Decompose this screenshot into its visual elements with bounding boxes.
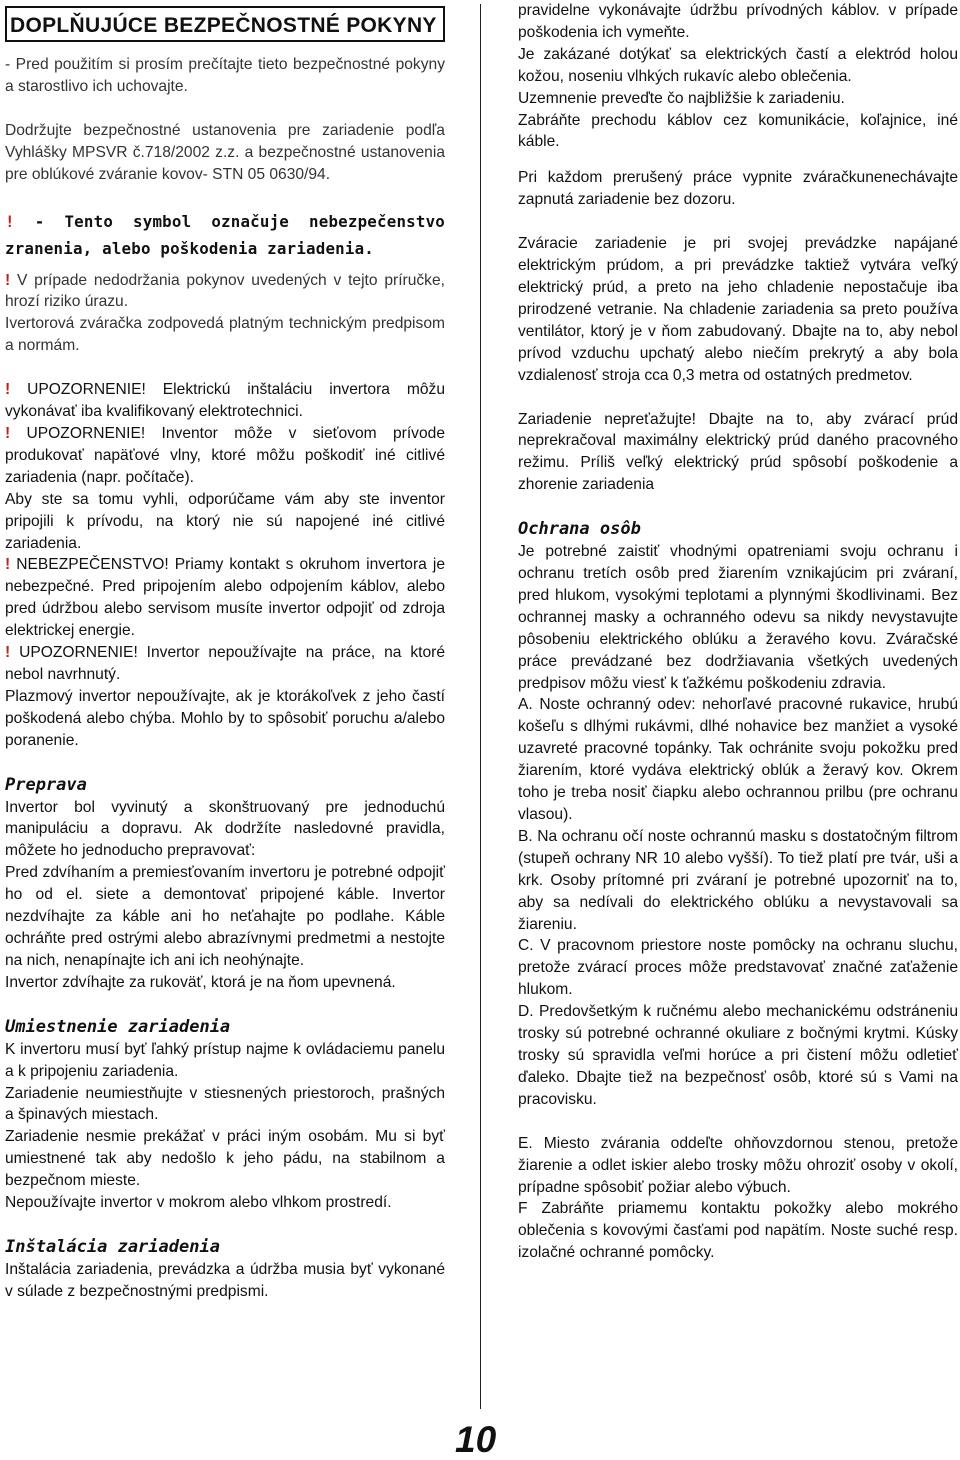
right-column — [518, 0, 958, 1264]
protection-item-e: E. Miesto zvárania oddeľte ohňovzdornou stenou, pretože žiarenie a odlet iskier alebo trosky môžu ohroziť osoby v okolí, prípadne spôsobiť požiar alebo výbuch. — [518, 1134, 958, 1196]
warning-exclamation-icon: ! — [5, 424, 11, 442]
placement-paragraph-2: Zariadenie neumiestňujte v stiesnených priestoroch, prašných a špinavých miestach. — [5, 1084, 445, 1124]
warning-exclamation-icon: ! — [5, 211, 15, 231]
protection-paragraph: Je potrebné zaistiť vhodnými opatreniami svoju ochranu i ochranu tretích osôb pred žiarením vznikajúcim pri zváraní, pred hlukom, vysokými teplotami a plynnými škodlivinami. Bez ochrannej masky a ochranného odevu sa nikdy nevystavujte pôsobeniu elektrického oblúku a žeravého kovu. Zváračské práce prevádzané bez dodržiavania všetkých uvedených predpisov môžu viesť k ťažkému poškodeniu zdravia. — [518, 543, 958, 692]
page-title: DOPLŇUJÚCE BEZPEČNOSTNÉ POKYNY — [5, 6, 445, 42]
warning-1 — [5, 270, 445, 314]
cable-maintenance: pravidelne vykonávajte údržbu prívodných káblov. v prípade poškodenia ich vymeňte. — [518, 2, 958, 41]
grounding-note: Uzemnenie preveďte čo najbližšie k zariadeniu. — [518, 89, 845, 107]
warning-exclamation-icon: ! — [5, 381, 11, 399]
warning-3-label: UPOZORNENIE! — [10, 424, 146, 442]
protection-item-b: B. Na ochranu očí noste ochrannú masku s dostatočným filtrom (stupeň ochrany NR 10 alebo vyšší). To tiež platí pre tvár, uši a krk. Osoby prítomné pri zváraní je potrebné upozorniť na to, aby sa nedívali do elektrického oblúku a nevystavovali sa žiareniu. — [518, 827, 958, 933]
intro-text: - Pred použitím si prosím prečítajte tieto bezpečnostné pokyny a starostlivo ich uchovajte. — [5, 56, 445, 95]
transport-paragraph-2: Pred zdvíhaním a premiesťovaním invertoru je potrebné odpojiť ho od el. siete a demontovať pripojené káble. Invertor nezdvíhajte za káble ani ho neťahajte po podlahe. Káble ochráňte pred ostrými alebo abrazívnymi predmetmi a nestojte na nich, nenapínajte ich ani ich neohýnajte. — [5, 864, 445, 969]
warning-5-text: Invertor nepoužívajte na práce, na ktoré nebol navrhnutý. — [5, 644, 445, 683]
placement-paragraph-3: Zariadenie nesmie prekážať v práci iným osobám. Mu si byť umiestnené tak aby nedošlo k jeho pádu, na stabilnom a bezpečnom mieste. — [5, 1128, 445, 1190]
warning-3-followup: Aby ste sa tomu vyhli, odporúčame vám aby ste inventor pripojili k prívodu, na ktorý nie sú napojené iné citlivé zariadenia. — [5, 490, 445, 552]
warning-2-label: UPOZORNENIE! — [10, 381, 146, 399]
column-divider — [480, 4, 481, 1409]
warning-4-text: Priamy kontakt s okruhom invertora je nebezpečné. Pred pripojením alebo odpojením káblov, alebo pred údržbou alebo servisom musíte invertor odpojiť od zdroja elektrickej energie. — [5, 556, 446, 640]
protection-item-d: D. Predovšetkým k ručnému alebo mechanickému odstráneniu trosky sú potrebné ochranné okuliare z bočnými krytmi. Kúsky trosky sú spravidla veľmi horúce a pri čistení môžu odletieť ďaleko. Dbajte tiež na bezpečnosť osôb, ktoré sú s Vami na pracovisku. — [518, 1003, 958, 1108]
switch-off-note: Pri každom prerušený práce vypnite zváračkunenechávajte zapnutá zariadenie bez dozoru. — [518, 169, 958, 209]
warning-5-label: UPOZORNENIE! — [10, 644, 138, 662]
installation-heading: Inštalácia zariadenia — [5, 1236, 220, 1257]
protection-item-f: F Zabráňte priamemu kontaktu pokožky alebo mokrého oblečenia s kovovými časťami pod napätím. Noste suché resp. izolačné ochranné pomôcky. — [518, 1200, 958, 1262]
regulation-text: Dodržujte bezpečnostné ustanovenia pre zariadenie podľa Vyhlášky MPSVR č.718/2002 z.z. a bezpečnostné ustanovenia pre oblúkové zváranie kovov- STN 05 0630/94. — [5, 121, 445, 183]
warning-1-text: V prípade nedodržania pokynov uvedených v tejto príručke, hrozí riziko úrazu. — [5, 271, 445, 311]
symbol-text: - Tento symbol označuje nebezpečenstvo zranenia, alebo poškodenia zariadenia. — [5, 211, 445, 258]
warning-exclamation-icon: ! — [5, 644, 11, 662]
page-number: 10 — [455, 1419, 497, 1460]
warning-3-text: Inventor môže v sieťovom prívode produkovať napäťové vlny, ktoré môžu poškodiť iné citlivé zariadenia (napr. počítače). — [5, 424, 445, 486]
protection-item-c: C. V pracovnom priestore noste pomôcky na ochranu sluchu, pretože zvárací proces môže predstavovať značné zaťaženie hlukom. — [518, 937, 958, 999]
transport-paragraph-1: Invertor bol vyvinutý a skonštruovaný pre jednoduchú manipuláciu a dopravu. Ak dodržíte nasledovné pravidla, môžete ho jednoducho prepravovať: — [5, 798, 445, 860]
warning-exclamation-icon: ! — [5, 556, 11, 574]
symbol-explanation — [5, 208, 445, 262]
cooling-note: Zváracie zariadenie je pri svojej prevádzke napájané elektrickým prúdom, a pri prevádzke taktiež vytvára veľký elektrický prúd, a preto na jeho chladenie nepostačuje iba prirodzené vetranie. Na chladenie zariadenia sa preto používa ventilátor, ktorý je v ňom zabudovaný. Dbajte na to, aby nebol prívod vzduchu upchatý alebo niečím prekrytý a aby bola vzdialenosť stroja cca 0,3 metra od ostatných predmetov. — [518, 235, 958, 384]
placement-heading: Umiestnenie zariadenia — [5, 1016, 231, 1037]
warning-4 — [5, 554, 445, 642]
transport-paragraph-3: Invertor zdvíhajte za rukoväť, ktorá je na ňom upevnená. — [5, 973, 396, 991]
cable-routing-note: Zabráňte prechodu káblov cez komunikácie, koľajnice, iné káble. — [518, 111, 958, 151]
protection-item-a: A. Noste ochranný odev: nehorľavé pracovné rukavice, hrubú košeľu s dlhými rukávmi, dlhé nohavice bez manžiet a vysoké uzavreté pracovné topánky. Tak ochránite svoju pokožku pred žiarením, ktoré vydáva elektrický oblúk a žeravý kov. Okrem toho je treba nosiť čiapku alebo ochrannou prilbu (pre ochranu vlasou). — [518, 696, 958, 823]
overload-note: Zariadenie nepreťažujte! Dbajte na to, aby zvárací prúd neprekračoval maximálny elektrický prúd daného pracovného režimu. Príliš veľký elektrický prúd spôsobí poškodenie a zhorenie zariadenia — [518, 410, 958, 494]
left-column — [5, 0, 445, 1303]
warning-3 — [5, 423, 445, 489]
warning-2 — [5, 379, 445, 423]
placement-paragraph-1: K invertoru musí byť ľahký prístup najme k ovládaciemu panelu a k pripojeniu zariadenia. — [5, 1040, 445, 1080]
warning-exclamation-icon: ! — [5, 271, 11, 289]
transport-heading: Preprava — [5, 774, 87, 795]
warning-2-text: Elektrickú inštaláciu invertora môžu vykonávať iba kvalifikovaný elektrotechnici. — [5, 381, 445, 421]
protection-heading: Ochrana osôb — [518, 519, 641, 540]
no-touch-warning: Je zakázané dotýkať sa elektrických častí a elektród holou kožou, noseniu vlhkých rukavíc alebo oblečenia. — [518, 45, 958, 85]
placement-paragraph-4: Nepoužívajte invertor v mokrom alebo vlhkom prostredí. — [5, 1194, 392, 1212]
installation-paragraph: Inštalácia zariadenia, prevádzka a údržba musia byť vykonané v súlade z bezpečnostnými predpismi. — [5, 1260, 445, 1300]
damaged-warning: Plazmový invertor nepoužívajte, ak je ktorákoľvek z jeho častí poškodená alebo chýba. Mohlo by to spôsobiť poruchu a/alebo poranenie. — [5, 687, 445, 749]
inverter-standard: Ivertorová zváračka zodpovedá platným technickým predpisom a normám. — [5, 315, 445, 355]
warning-4-label: NEBEZPEČENSTVO! — [10, 556, 169, 574]
warning-5 — [5, 642, 445, 686]
